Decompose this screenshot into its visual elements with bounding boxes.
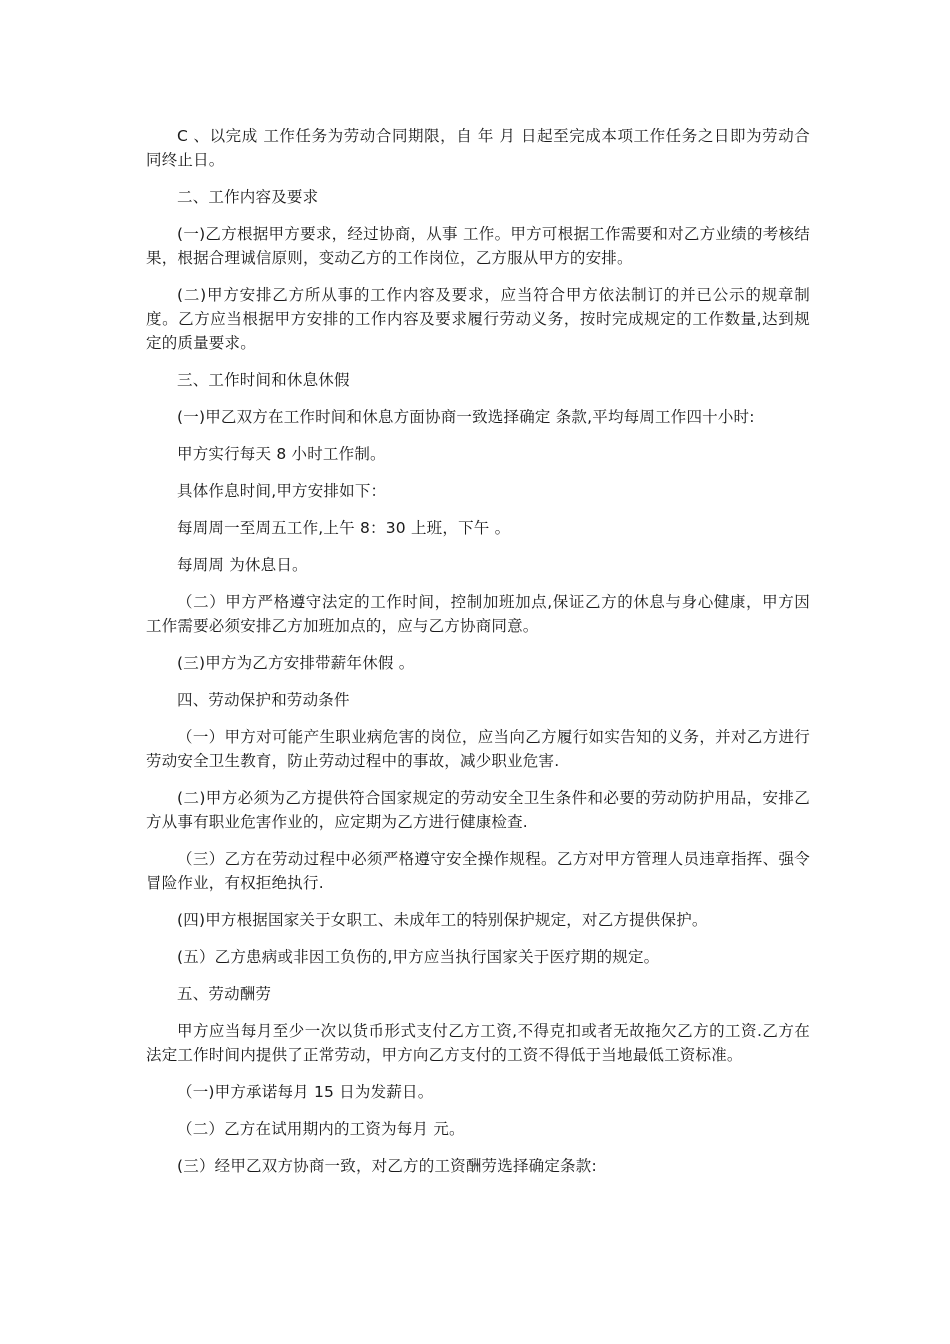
paragraph-schedule-intro: 具体作息时间,甲方安排如下： xyxy=(177,482,387,500)
paragraph-contract-term-c: C 、以完成 工作任务为劳动合同期限，自 年 月 日起至完成本项工作任务之日即为劳动合同终止日。 xyxy=(146,127,810,169)
paragraph-eight-hour-system: 甲方实行每天 8 小时工作制。 xyxy=(177,445,386,463)
paragraph-payday: （一)甲方承诺每月 15 日为发薪日。 xyxy=(177,1083,434,1101)
paragraph-protection-1: （一）甲方对可能产生职业病危害的岗位，应当向乙方履行如实告知的义务，并对乙方进行劳动安全卫生教育，防止劳动过程中的事故，减少职业危害. xyxy=(146,728,810,770)
paragraph-protection-5: (五）乙方患病或非因工负伤的,甲方应当执行国家关于医疗期的规定。 xyxy=(177,948,660,966)
paragraph-probation-wage: （二）乙方在试用期内的工资为每月 元。 xyxy=(177,1120,465,1138)
paragraph-protection-2: (二)甲方必须为乙方提供符合国家规定的劳动安全卫生条件和必要的劳动防护用品，安排乙方从事有职业危害作业的，应定期为乙方进行健康检查. xyxy=(146,789,810,831)
section-heading-work-content: 二、工作内容及要求 xyxy=(177,188,319,206)
section-heading-labor-protection: 四、劳动保护和劳动条件 xyxy=(177,691,350,709)
section-heading-remuneration: 五、劳动酬劳 xyxy=(177,985,272,1003)
paragraph-work-content-2: (二)甲方安排乙方所从事的工作内容及要求，应当符合甲方依法制订的并已公示的规章制度。乙方应当根据甲方安排的工作内容及要求履行劳动义务，按时完成规定的工作数量,达到规定的质量要求。 xyxy=(146,286,810,352)
paragraph-wage-payment: 甲方应当每月至少一次以货币形式支付乙方工资,不得克扣或者无故拖欠乙方的工资.乙方在法定工作时间内提供了正常劳动，甲方向乙方支付的工资不得低于当地最低工资标准。 xyxy=(146,1022,810,1064)
paragraph-overtime: （二）甲方严格遵守法定的工作时间，控制加班加点,保证乙方的休息与身心健康，甲方因工作需要必须安排乙方加班加点的，应与乙方协商同意。 xyxy=(146,593,810,635)
section-heading-work-hours: 三、工作时间和休息休假 xyxy=(177,371,350,389)
paragraph-protection-4: (四)甲方根据国家关于女职工、未成年工的特别保护规定，对乙方提供保护。 xyxy=(177,911,708,929)
document-body xyxy=(146,124,810,1191)
paragraph-protection-3: （三）乙方在劳动过程中必须严格遵守安全操作规程。乙方对甲方管理人员违章指挥、强令冒险作业，有权拒绝执行. xyxy=(146,850,810,892)
paragraph-paid-leave: (三)甲方为乙方安排带薪年休假 。 xyxy=(177,654,415,672)
paragraph-rest-day: 每周周 为休息日。 xyxy=(177,556,308,574)
paragraph-work-hours-1: (一)甲乙双方在工作时间和休息方面协商一致选择确定 条款,平均每周工作四十小时: xyxy=(177,408,755,426)
paragraph-weekday-schedule: 每周周一至周五工作,上午 8：30 上班，下午 。 xyxy=(177,519,511,537)
paragraph-wage-terms: (三）经甲乙双方协商一致，对乙方的工资酬劳选择确定条款: xyxy=(177,1157,597,1175)
paragraph-work-content-1: (一)乙方根据甲方要求，经过协商，从事 工作。甲方可根据工作需要和对乙方业绩的考核结果，根据合理诚信原则，变动乙方的工作岗位，乙方服从甲方的安排。 xyxy=(146,225,810,267)
